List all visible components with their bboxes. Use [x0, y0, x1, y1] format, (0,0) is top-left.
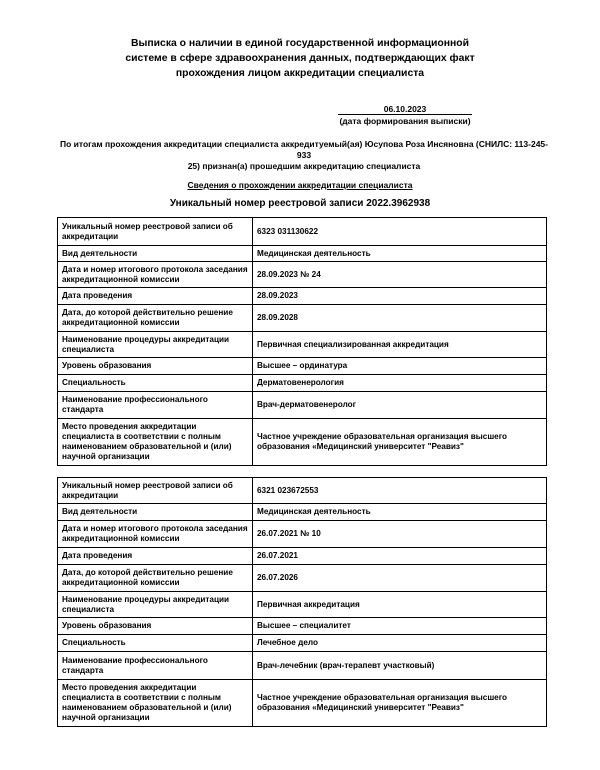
row-label: Уровень образования	[58, 618, 253, 635]
table-row	[58, 592, 547, 618]
row-value: 28.09.2023 № 24	[253, 262, 547, 288]
row-value: Лечебное дело	[253, 635, 547, 652]
row-label: Наименование профессионального стандарта	[58, 652, 253, 680]
row-value: Врач-лечебник (врач-терапевт участковый)	[253, 652, 547, 680]
intro-line-2: 25) признан(а) прошедшим аккредитацию специалиста	[187, 161, 421, 171]
title-line-3: прохождения лицом аккредитации специалиста	[175, 68, 425, 79]
table-row	[58, 548, 547, 565]
row-value: Врач-дерматовенеролог	[253, 392, 547, 419]
table-row	[58, 419, 547, 466]
row-value: Медицинская деятельность	[253, 504, 547, 521]
row-value: Медицинская деятельность	[253, 246, 547, 262]
row-value: 6323 031130622	[253, 218, 547, 246]
row-label: Дата и номер итогового протокола заседания аккредитационной комиссии	[58, 521, 253, 548]
row-label: Наименование процедуры аккредитации специалиста	[58, 592, 253, 618]
table-row	[58, 392, 547, 419]
row-label: Дата проведения	[58, 288, 253, 305]
registry-heading: Уникальный номер реестровой записи 2022.3962938	[169, 198, 431, 209]
row-value: Дерматовенерология	[253, 375, 547, 392]
title-line-1: Выписка о наличии в единой государственной информационной	[131, 38, 469, 49]
row-label: Дата и номер итогового протокола заседания аккредитационной комиссии	[58, 262, 253, 288]
issue-date: 06.10.2023	[338, 104, 472, 115]
table-row	[58, 478, 547, 504]
table-row	[58, 565, 547, 592]
row-label: Дата проведения	[58, 548, 253, 565]
intro-paragraph	[58, 139, 550, 172]
issue-date-caption: (дата формирования выписки)	[339, 116, 471, 126]
row-value: 26.07.2026	[253, 565, 547, 592]
row-label: Уникальный номер реестровой записи об аккредитации	[58, 478, 253, 504]
table-row	[58, 375, 547, 392]
table-row	[58, 305, 547, 332]
table-row	[58, 618, 547, 635]
issue-date-block	[338, 104, 472, 126]
row-value: Частное учреждение образовательная организация высшего образования «Медицинский университет "Реавиз"	[253, 680, 547, 727]
row-label: Специальность	[58, 375, 253, 392]
row-label: Дата, до которой действительно решение аккредитационной комиссии	[58, 305, 253, 332]
row-value: 26.07.2021 № 10	[253, 521, 547, 548]
row-label: Уровень образования	[58, 358, 253, 375]
row-label: Вид деятельности	[58, 504, 253, 521]
table-row	[58, 652, 547, 680]
row-value: 26.07.2021	[253, 548, 547, 565]
accreditation-record-table	[57, 477, 547, 727]
row-label: Наименование процедуры аккредитации специалиста	[58, 332, 253, 358]
table-row	[58, 521, 547, 548]
row-value: 28.09.2023	[253, 288, 547, 305]
table-row	[58, 288, 547, 305]
table-row	[58, 218, 547, 246]
row-label: Уникальный номер реестровой записи об аккредитации	[58, 218, 253, 246]
row-value: Частное учреждение образовательная организация высшего образования «Медицинский университет "Реавиз"	[253, 419, 547, 466]
table-row	[58, 332, 547, 358]
row-value: Высшее – специалитет	[253, 618, 547, 635]
row-label: Специальность	[58, 635, 253, 652]
document-title	[95, 36, 505, 81]
row-value: Первичная специализированная аккредитация	[253, 332, 547, 358]
title-line-2: системе в сфере здравоохранения данных, подтверждающих факт	[125, 53, 475, 64]
section-title: Сведения о прохождении аккредитации специалиста	[187, 180, 413, 190]
table-row	[58, 680, 547, 727]
table-row	[58, 246, 547, 262]
row-label: Наименование профессионального стандарта	[58, 392, 253, 419]
row-value: 6321 023672553	[253, 478, 547, 504]
accreditation-record-table	[57, 217, 547, 466]
row-label: Дата, до которой действительно решение аккредитационной комиссии	[58, 565, 253, 592]
row-label: Вид деятельности	[58, 246, 253, 262]
table-row	[58, 358, 547, 375]
row-label: Место проведения аккредитации специалиста в соответствии с полным наименованием образовательной и (или) научной организации	[58, 680, 253, 727]
table-row	[58, 635, 547, 652]
intro-line-1: По итогам прохождения аккредитации специалиста аккредитуемый(ая) Юсупова Роза Инсяновна (СНИЛС: 113-245-933	[60, 139, 548, 160]
table-row	[58, 504, 547, 521]
row-value: Первичная аккредитация	[253, 592, 547, 618]
row-value: 28.09.2028	[253, 305, 547, 332]
row-label: Место проведения аккредитации специалиста в соответствии с полным наименованием образовательной и (или) научной организации	[58, 419, 253, 466]
row-value: Высшее – ординатура	[253, 358, 547, 375]
table-row	[58, 262, 547, 288]
